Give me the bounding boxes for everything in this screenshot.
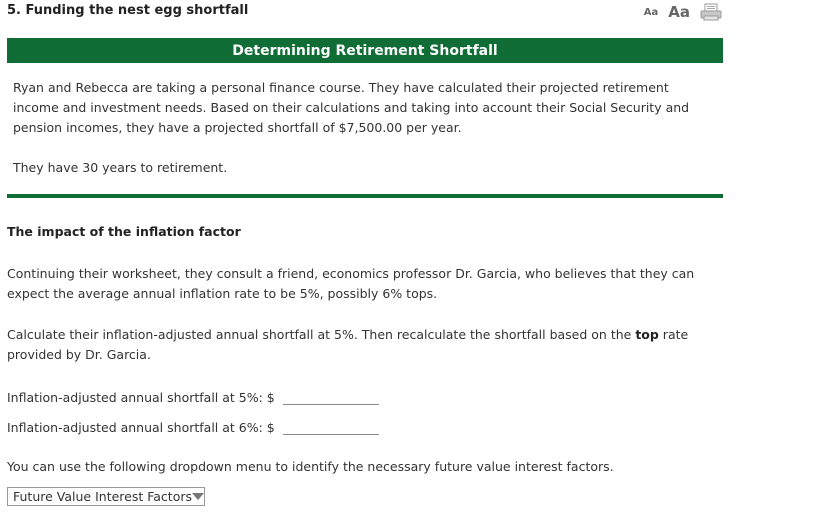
scenario-text (13, 78, 713, 178)
font-size-large-button[interactable]: Aa (668, 3, 690, 21)
chevron-down-icon (192, 493, 204, 500)
shortfall-6-percent-input[interactable] (283, 416, 379, 435)
answer-row-5-percent (7, 385, 379, 405)
toolbar (644, 3, 722, 21)
instruction-text-before: Calculate their inflation-adjusted annual shortfall at 5%. Then recalculate the shortfall based on the (7, 327, 636, 342)
answer-label-6-percent: Inflation-adjusted annual shortfall at 6%: $ (7, 420, 275, 435)
instruction-text-after: rate provided by Dr. Garcia. (7, 327, 689, 362)
years-to-retirement: They have 30 years to retirement. (13, 160, 228, 175)
future-value-factors-dropdown[interactable] (7, 487, 205, 506)
dropdown-label: Future Value Interest Factors (13, 489, 192, 504)
shortfall-5-percent-input[interactable] (283, 386, 379, 405)
printer-icon[interactable] (700, 3, 722, 21)
banner-title: Determining Retirement Shortfall (232, 42, 498, 59)
section-heading: The impact of the inflation factor (7, 224, 241, 239)
instruction-text-bold: top (635, 327, 659, 342)
instruction-paragraph (7, 325, 725, 365)
question-title: 5. Funding the nest egg shortfall (7, 3, 249, 18)
section-banner (7, 38, 723, 63)
section-divider (7, 194, 723, 198)
font-size-small-button[interactable]: Aa (643, 6, 659, 18)
inflation-paragraph: Continuing their worksheet, they consult a friend, economics professor Dr. Garcia, who believes that they can expect the average annual inflation rate to be 5%, possibly 6% tops. (7, 266, 695, 301)
answer-label-5-percent: Inflation-adjusted annual shortfall at 5%: $ (7, 390, 275, 405)
answer-row-6-percent (7, 415, 379, 435)
dropdown-instruction: You can use the following dropdown menu to identify the necessary future value interest factors. (7, 459, 614, 474)
scenario-paragraph: Ryan and Rebecca are taking a personal finance course. They have calculated their projected retirement income and investment needs. Based on their calculations and taking into account their Social Security and pension incomes, they have a projected shortfall of $7,500.00 per year. (13, 80, 690, 135)
